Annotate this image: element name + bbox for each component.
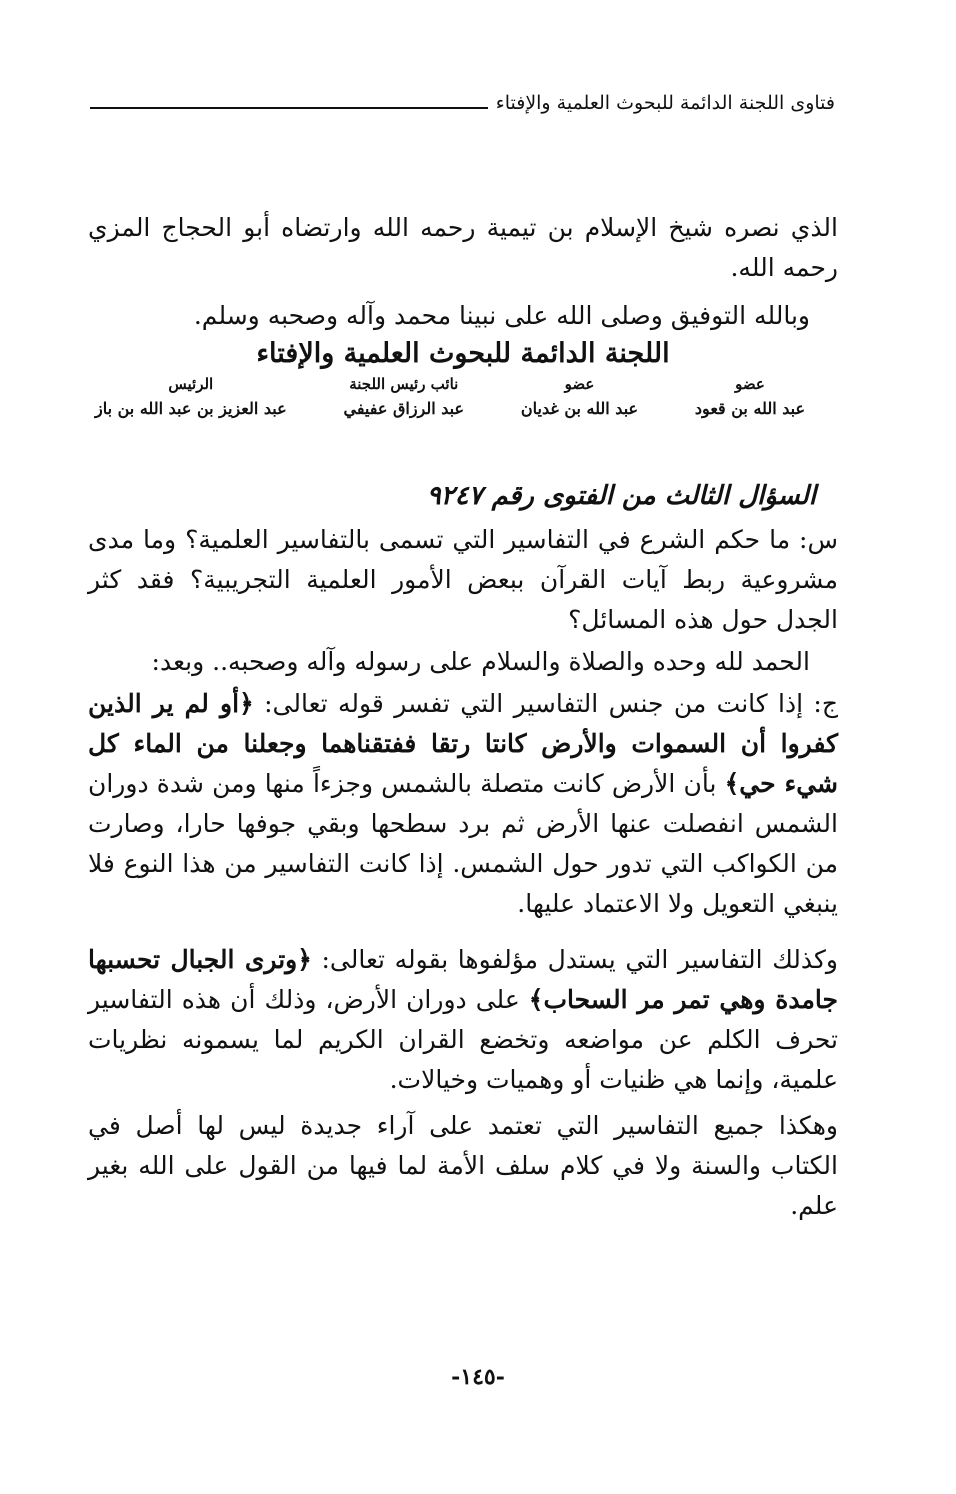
question-paragraph: س: ما حكم الشرع في التفاسير التي تسمى بالتفاسير العلمية؟ وما مدى مشروعية ربط آيات القرآن ببعض الأمور العلمية التجريبية؟ فقد كثر الجدل حول هذه المسائل؟	[88, 525, 838, 634]
quran-verse-1: ﴿أو لم ير الذين كفروا أن السموات والأرض كانتا رتقا ففتقناهما وجعلنا من الماء كل شيء حي﴾	[88, 689, 838, 798]
signatory-name: عبد العزيز بن عبد الله بن باز	[95, 399, 287, 418]
answer-paragraph-2	[88, 940, 838, 1100]
signatory-role: عضو	[735, 375, 765, 393]
opening-paragraph: الذي نصره شيخ الإسلام بن تيمية رحمه الله وارتضاه أبو الحجاج المزي رحمه الله.	[88, 213, 838, 282]
signatory-role: عضو	[564, 375, 595, 393]
answer-2-rest: على دوران الأرض، وذلك أن هذه التفاسير تحرف الكلم عن مواضعه وتخضع القران الكريم لما يسمونه نظريات علمية، وإنما هي ظنيات أو وهميات وخيالات.	[88, 985, 838, 1094]
closing-line: وبالله التوفيق وصلى الله على نبينا محمد وآله وصحبه وسلم.	[193, 301, 810, 330]
signatory-role: الرئيس	[168, 375, 214, 393]
header-rule	[90, 106, 488, 109]
answer-paragraph-1	[88, 684, 838, 924]
signatory	[695, 372, 805, 422]
signatory	[521, 372, 638, 422]
running-header	[90, 92, 835, 114]
fatwa-heading: السؤال الثالث من الفتوى رقم ٩٢٤٧	[426, 481, 816, 511]
answer-paragraph-3: وهكذا جميع التفاسير التي تعتمد على آراء جديدة ليس لها أصل في الكتاب والسنة ولا في كلام سلف الأمة لما فيها من القول على الله بغير علم.	[88, 1111, 838, 1220]
praise-line: الحمد لله وحده والصلاة والسلام على رسوله وآله وصحبه.. وبعد:	[151, 647, 810, 676]
signatory-name: عبد الله بن قعود	[694, 399, 805, 418]
signatory-role: نائب رئيس اللجنة	[349, 375, 459, 393]
signatory-name: عبد الرزاق عفيفي	[343, 399, 465, 418]
answer-2-intro: وكذلك التفاسير التي يستدل مؤلفوها بقوله تعالى:	[311, 945, 838, 974]
running-title: فتاوى اللجنة الدائمة للبحوث العلمية والإفتاء	[495, 92, 835, 114]
page-number: -١٤٥-	[451, 1364, 505, 1390]
signatories	[95, 372, 805, 422]
answer-1-rest: بأن الأرض كانت متصلة بالشمس وجزءاً منها ومن شدة دوران الشمس انفصلت عنها الأرض ثم برد سطحها وبقي جوفها حارا، وصارت من الكواكب التي تدور حول الشمس. إذا كانت التفاسير من هذا النوع فلا ينبغي التعويل ولا الاعتماد عليها.	[88, 769, 838, 918]
committee-title: اللجنة الدائمة للبحوث العلمية والإفتاء	[256, 338, 670, 369]
answer-1-intro: ج: إذا كانت من جنس التفاسير التي تفسر قوله تعالى:	[253, 689, 838, 718]
signatory	[95, 372, 287, 422]
signatory-name: عبد الله بن غديان	[520, 399, 639, 418]
signatory	[344, 372, 465, 422]
quran-verse-2: ﴿وترى الجبال تحسبها جامدة وهي تمر مر السحاب﴾	[88, 945, 838, 1014]
